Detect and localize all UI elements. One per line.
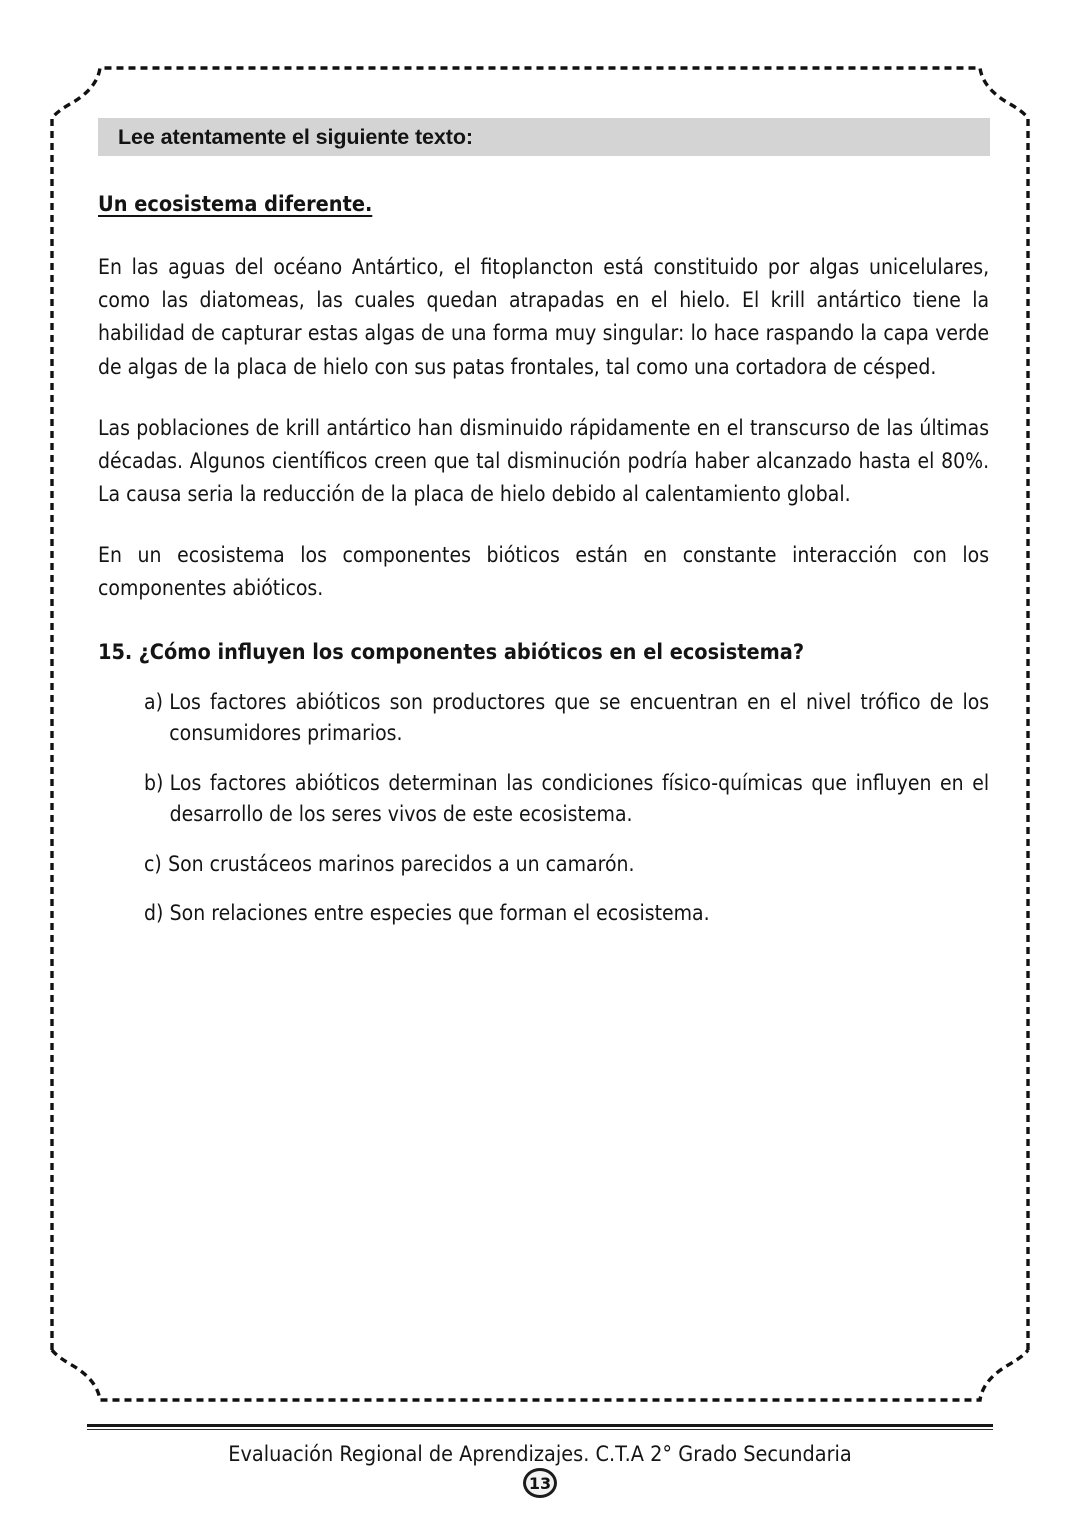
answer-option-b-letter: b): [144, 770, 164, 795]
answer-option-d-text: Son relaciones entre especies que forman el ecosistema.: [169, 901, 710, 926]
reading-subtitle: Un ecosistema diferente.: [98, 192, 373, 217]
page-badge-wrapper: [0, 1468, 1080, 1498]
reading-paragraph-2: Las poblaciones de krill antártico han disminuido rápidamente en el transcurso de las últimas décadas. Algunos científicos creen que tal disminución podría haber alcanzado hasta el 80%. La causa seria la reducción de la placa de hielo debido al calentamiento global.: [98, 415, 990, 507]
answer-option-a[interactable]: [144, 687, 989, 750]
answer-option-c-text: Son crustáceos marinos parecidos a un camarón.: [168, 851, 635, 876]
reading-paragraph-1: En las aguas del océano Antártico, el fitoplancton está constituido por algas unicelulares, como las diatomeas, las cuales quedan atrapadas en el hielo. El krill antártico tiene la habilidad de capturar estas algas de una forma muy singular: lo hace raspando la capa verde de algas de la placa de hielo con sus patas frontales, tal como una cortadora de césped.: [98, 255, 990, 379]
reading-subtitle-row: [98, 156, 990, 217]
answer-option-c-letter: c): [144, 851, 162, 876]
footer-caption: Evaluación Regional de Aprendizajes. C.T.A 2° Grado Secundaria: [228, 1442, 852, 1466]
answer-option-d[interactable]: [144, 898, 989, 930]
frame-lower-path: [52, 1350, 1028, 1400]
instruction-banner-text: Lee atentamente el siguiente texto:: [118, 124, 473, 149]
question-text: ¿Cómo influyen los componentes abióticos en el ecosistema?: [138, 639, 805, 665]
answer-option-b[interactable]: [144, 768, 989, 831]
content-area: [98, 118, 990, 948]
answer-option-a-letter: a): [144, 689, 163, 714]
answer-option-a-text: Los factores abióticos son productores que se encuentran en el nivel trófico de los consumidores primarios.: [169, 689, 990, 746]
answer-option-b-text: Los factores abióticos determinan las condiciones físico-químicas que influyen en el desarrollo de los seres vivos de este ecosistema.: [169, 770, 990, 827]
question-15: [98, 640, 989, 665]
footer-rule-thin: [87, 1429, 993, 1430]
answer-option-c[interactable]: [144, 849, 989, 881]
instruction-banner: [98, 118, 990, 156]
reading-paragraph-3: En un ecosistema los componentes bióticos están en constante interacción con los componentes abióticos.: [98, 543, 990, 601]
question-number: 15.: [98, 639, 133, 665]
answer-option-d-letter: d): [144, 901, 164, 926]
page-number-badge: 13: [523, 1468, 557, 1498]
page-footer: [0, 1424, 1080, 1498]
answer-options-list: [144, 687, 990, 930]
